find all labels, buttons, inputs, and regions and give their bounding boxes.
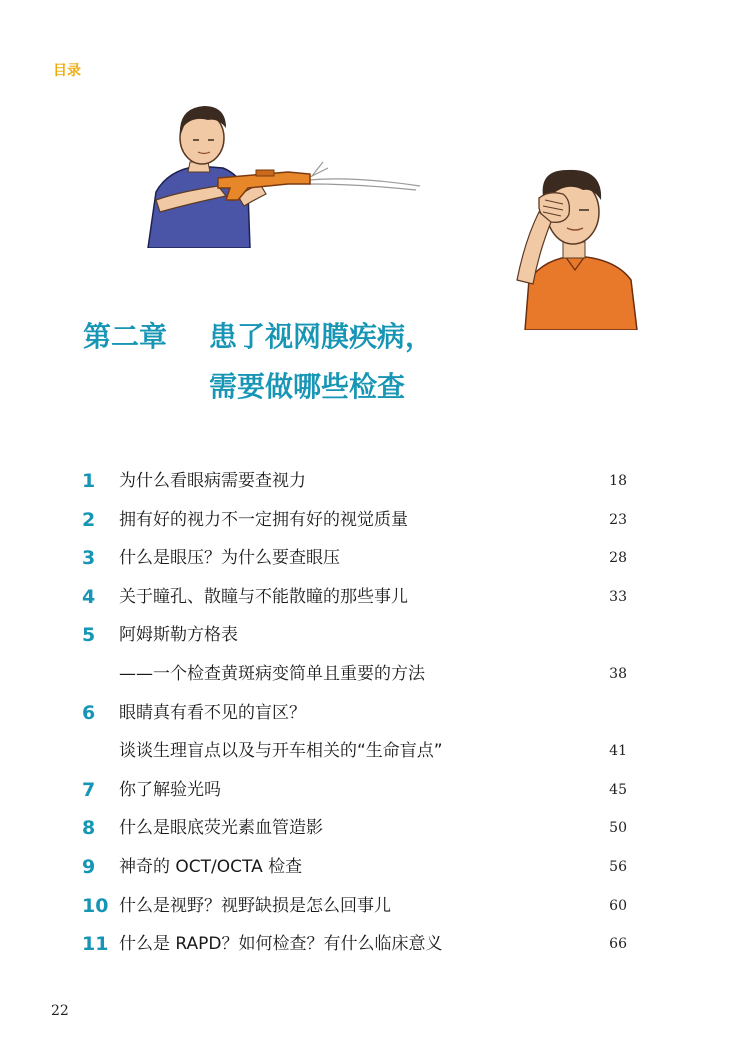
toc-entry[interactable] <box>82 616 627 655</box>
toc-entry-number: 1 <box>82 470 96 492</box>
toc-entry-number: 2 <box>82 508 96 531</box>
boy-covering-eye-illustration <box>505 160 645 330</box>
toc-entry[interactable] <box>82 462 627 501</box>
toc-entry-continuation[interactable] <box>82 732 627 771</box>
toc-entry-title: ——一个检查黄斑病变简单且重要的方法 <box>119 663 425 684</box>
toc-entry-page: 60 <box>609 897 627 914</box>
toc-entry[interactable] <box>82 771 627 810</box>
toc-entry-page: 56 <box>609 858 627 875</box>
toc-entry[interactable] <box>82 578 627 617</box>
boy-with-water-gun-illustration <box>138 100 423 248</box>
toc-entry-title: 什么是眼压？为什么要查眼压 <box>119 548 340 569</box>
page-number: 22 <box>51 1003 69 1019</box>
table-of-contents <box>82 462 627 964</box>
toc-entry-number: 4 <box>82 585 96 608</box>
toc-entry[interactable] <box>82 925 627 964</box>
toc-entry-page: 38 <box>609 665 627 682</box>
toc-entry[interactable] <box>82 809 627 848</box>
toc-entry-page: 18 <box>609 473 627 489</box>
toc-entry-continuation[interactable] <box>82 655 627 694</box>
toc-entry-title: 阿姆斯勒方格表 <box>119 625 238 646</box>
toc-entry[interactable] <box>82 848 627 887</box>
toc-entry-page: 41 <box>609 743 627 760</box>
toc-entry-page: 66 <box>609 936 627 953</box>
toc-entry[interactable] <box>82 539 627 578</box>
toc-entry-title: 为什么看眼病需要查视力 <box>119 471 306 491</box>
toc-entry-title: 关于瞳孔、散瞳与不能散瞳的那些事儿 <box>119 586 408 607</box>
toc-entry-page: 50 <box>609 820 627 837</box>
toc-entry-page: 28 <box>609 550 627 567</box>
toc-entry-number: 5 <box>82 624 96 647</box>
toc-entry[interactable] <box>82 694 627 733</box>
toc-entry-title: 什么是 RAPD？如何检查？有什么临床意义 <box>119 934 443 955</box>
toc-entry-number: 3 <box>82 547 96 570</box>
toc-entry-page: 45 <box>609 781 627 798</box>
chapter-title-line-2: 需要做哪些检查 <box>209 370 406 403</box>
toc-entry-title: 眼睛真有看不见的盲区？ <box>119 702 306 723</box>
toc-entry-number: 8 <box>82 817 96 840</box>
toc-entry-number: 7 <box>82 778 96 801</box>
toc-entry-title: 什么是视野？视野缺损是怎么回事儿 <box>119 895 391 916</box>
toc-entry-title: 拥有好的视力不一定拥有好的视觉质量 <box>119 509 408 530</box>
toc-entry-number: 10 <box>82 894 109 917</box>
toc-entry-title: 什么是眼底荧光素血管造影 <box>119 818 323 839</box>
toc-entry-page: 33 <box>609 588 627 605</box>
toc-entry-title: 谈谈生理盲点以及与开车相关的“生命盲点” <box>119 741 443 762</box>
section-tag: 目录 <box>53 63 81 79</box>
toc-entry-title: 你了解验光吗 <box>119 779 221 800</box>
toc-entry-page: 23 <box>609 511 627 528</box>
chapter-number: 第二章 <box>83 320 168 353</box>
chapter-title <box>83 312 433 412</box>
toc-entry-number: 11 <box>82 933 109 956</box>
toc-entry-title: 神奇的 OCT/OCTA 检查 <box>119 856 303 877</box>
toc-entry-number: 9 <box>82 855 96 878</box>
chapter-title-line-1: 患了视网膜疾病， <box>209 320 434 353</box>
toc-entry[interactable] <box>82 501 627 540</box>
toc-entry[interactable] <box>82 887 627 926</box>
toc-entry-number: 6 <box>82 701 96 724</box>
